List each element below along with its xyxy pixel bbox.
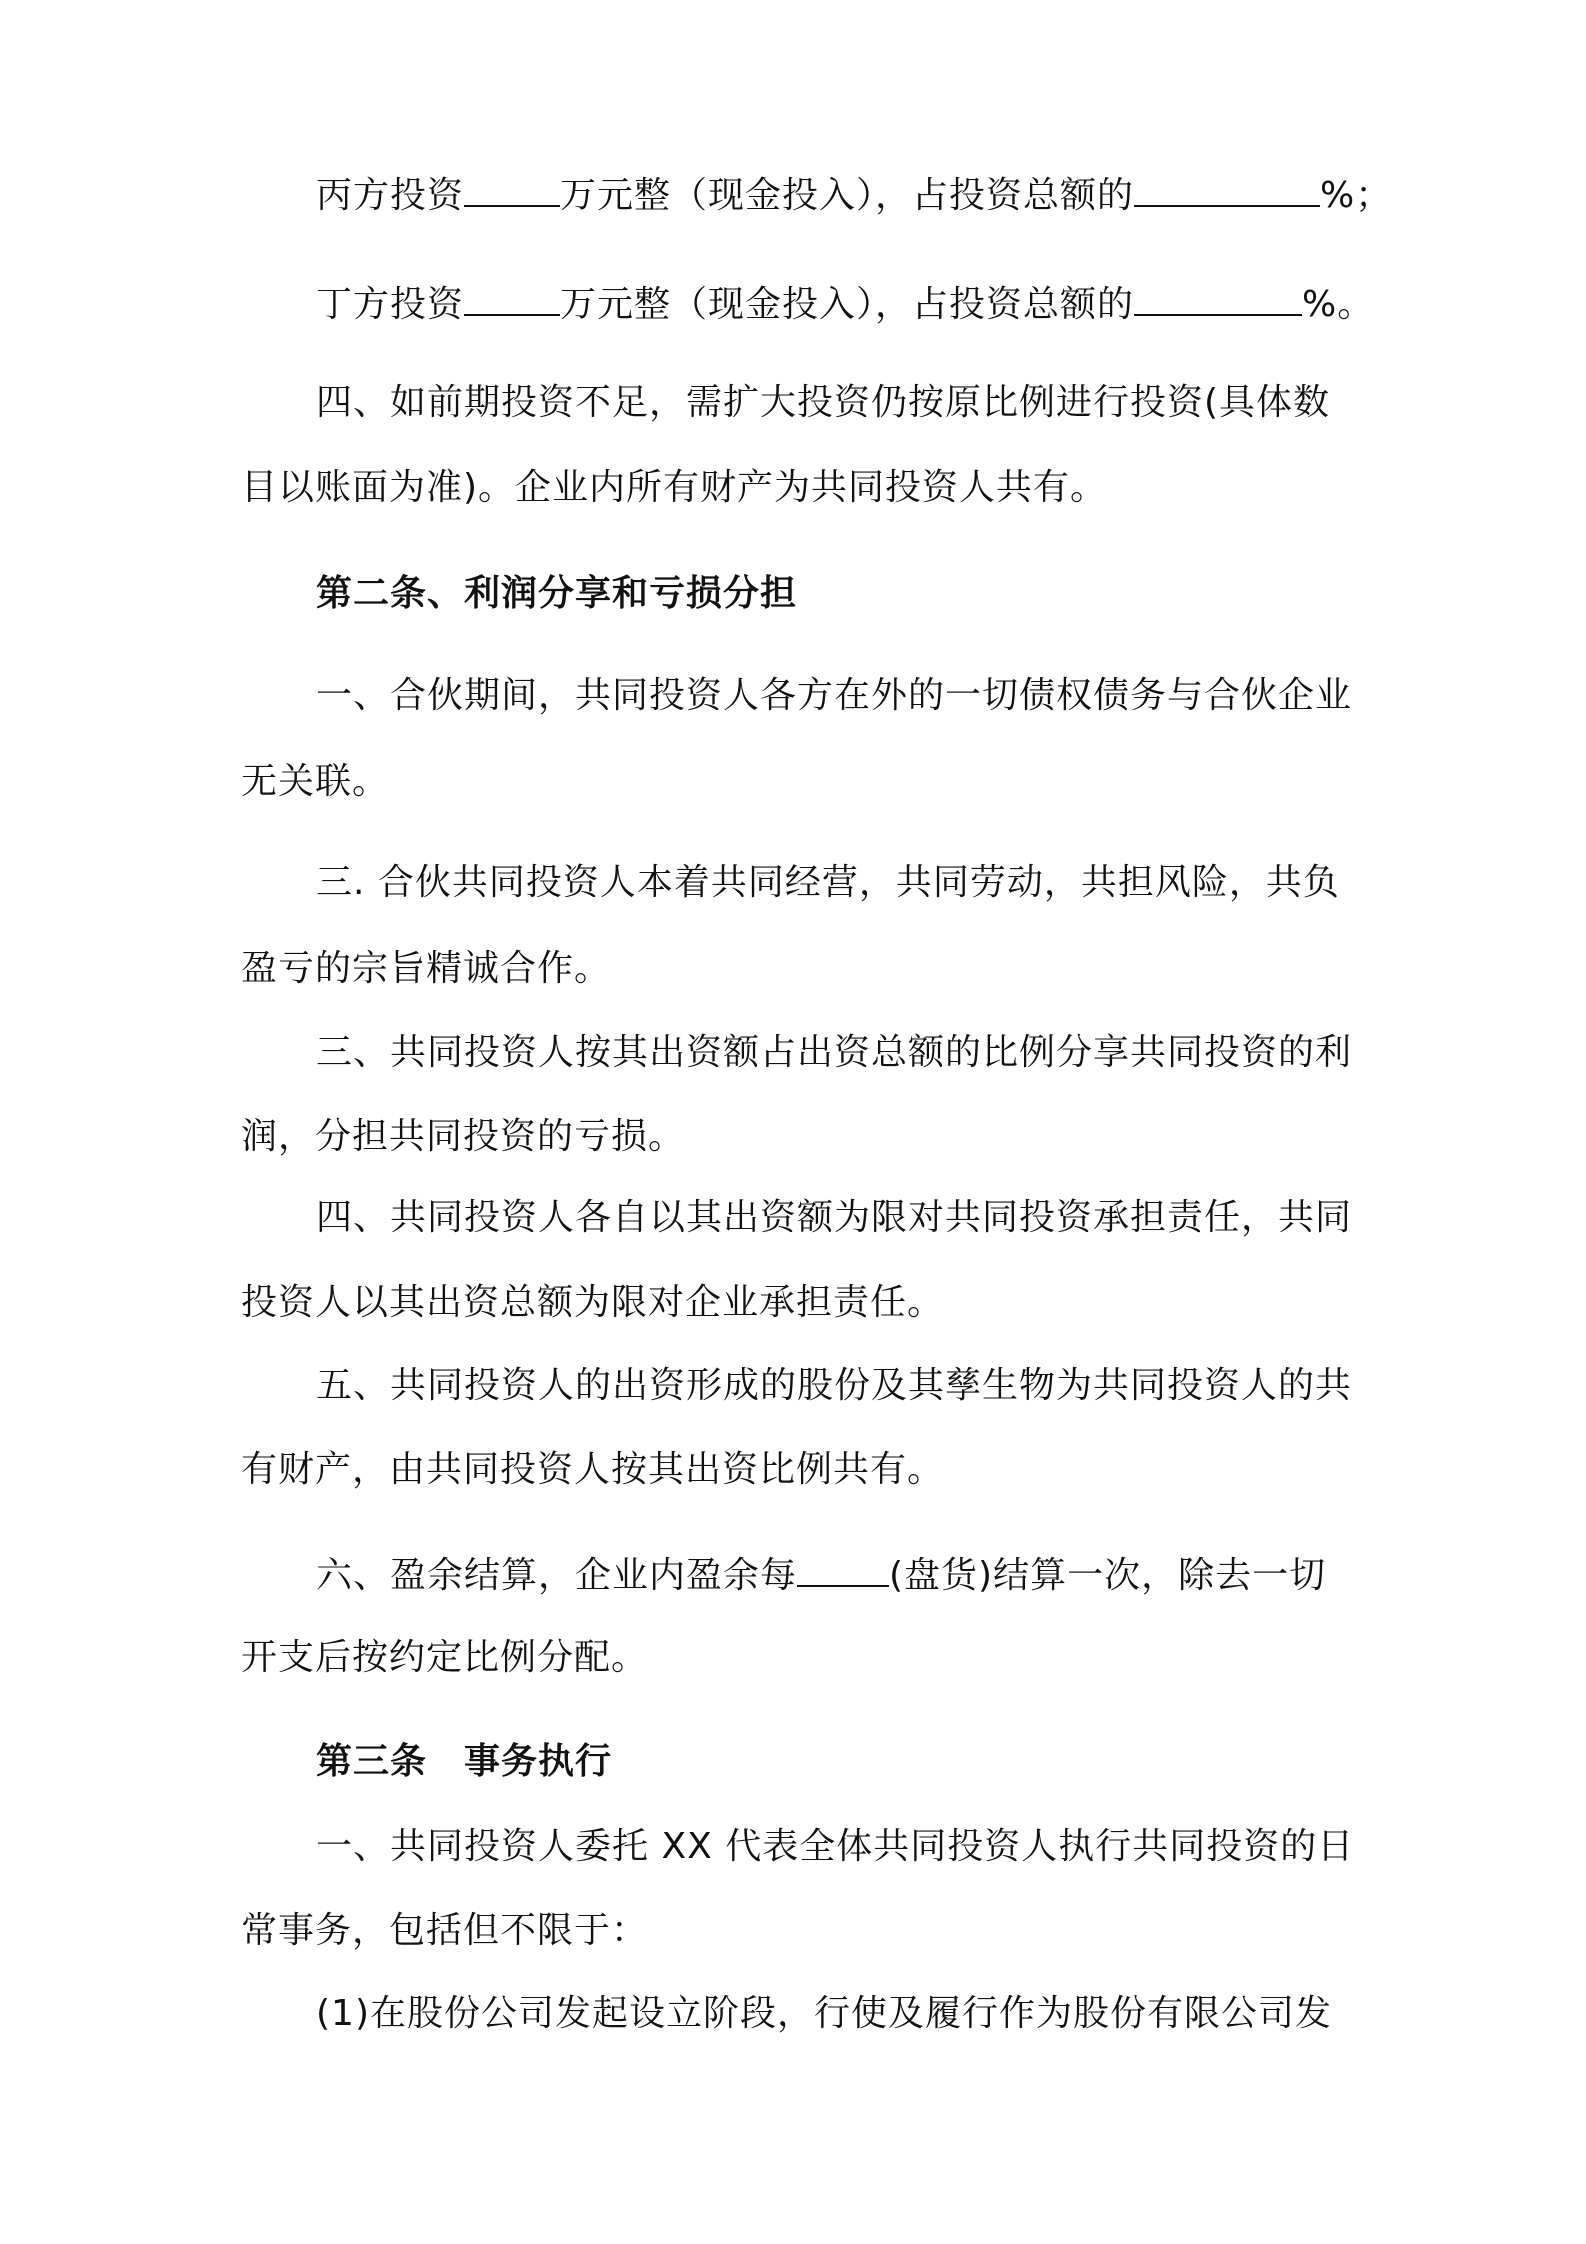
article2-item4-line2: 投资人以其出资总额为限对企业承担责任。 [241,1282,945,1323]
article2-item3-line1: 三、共同投资人按其出资额占出资总额的比例分享共同投资的利 [316,1032,1353,1073]
period-blank [797,1551,889,1587]
investment-line-middle: 万元整（现金投入），占投资总额的 [560,175,1135,216]
article2-item3-line2: 润，分担共同投资的亏损。 [241,1116,686,1157]
amount-blank [464,280,560,316]
article2-item2-line1: 三. 合伙共同投资人本着共同经营，共同劳动，共担风险，共负 [316,862,1340,903]
clause4-line1: 四、如前期投资不足，需扩大投资仍按原比例进行投资(具体数 [316,382,1331,423]
article2-heading: 第二条、利润分享和亏损分担 [316,573,798,614]
item6-text-after: (盘货)结算一次，除去一切 [889,1555,1327,1596]
percent-blank [1134,171,1320,207]
article2-item4-line1: 四、共同投资人各自以其出资额为限对共同投资承担责任，共同 [316,1197,1353,1238]
article2-item5-line2: 有财产，由共同投资人按其出资比例共有。 [241,1449,945,1490]
investment-line-suffix: %； [1320,175,1393,216]
investment-line-middle: 万元整（现金投入），占投资总额的 [560,284,1135,325]
article2-item2-line2: 盈亏的宗旨精诚合作。 [241,948,612,989]
investment-line-prefix: 丁方投资 [316,284,465,325]
investment-line-bing [316,171,1392,218]
article2-item1-line2: 无关联。 [241,761,390,802]
article3-item1-line2: 常事务，包括但不限于： [241,1910,649,1951]
article3-item1-line1: 一、共同投资人委托 XX 代表全体共同投资人执行共同投资的日 [316,1826,1355,1867]
article2-item1-line1: 一、合伙期间，共同投资人各方在外的一切债权债务与合伙企业 [316,675,1353,716]
investment-line-ding [316,280,1374,327]
article3-sub1-line1: (1)在股份公司发起设立阶段，行使及履行作为股份有限公司发 [316,1993,1332,2034]
article2-item5-line1: 五、共同投资人的出资形成的股份及其孳生物为共同投资人的共 [316,1365,1353,1406]
clause4-line2: 目以账面为准)。企业内所有财产为共同投资人共有。 [241,467,1108,508]
article2-item6-line1 [316,1551,1326,1598]
article3-heading: 第三条 事务执行 [316,1741,613,1782]
article2-item6-line2: 开支后按约定比例分配。 [241,1637,649,1678]
item6-text-before: 六、盈余结算，企业内盈余每 [316,1555,798,1596]
investment-line-suffix: %。 [1302,284,1375,325]
investment-line-prefix: 丙方投资 [316,175,465,216]
amount-blank [464,171,560,207]
percent-blank [1134,280,1302,316]
